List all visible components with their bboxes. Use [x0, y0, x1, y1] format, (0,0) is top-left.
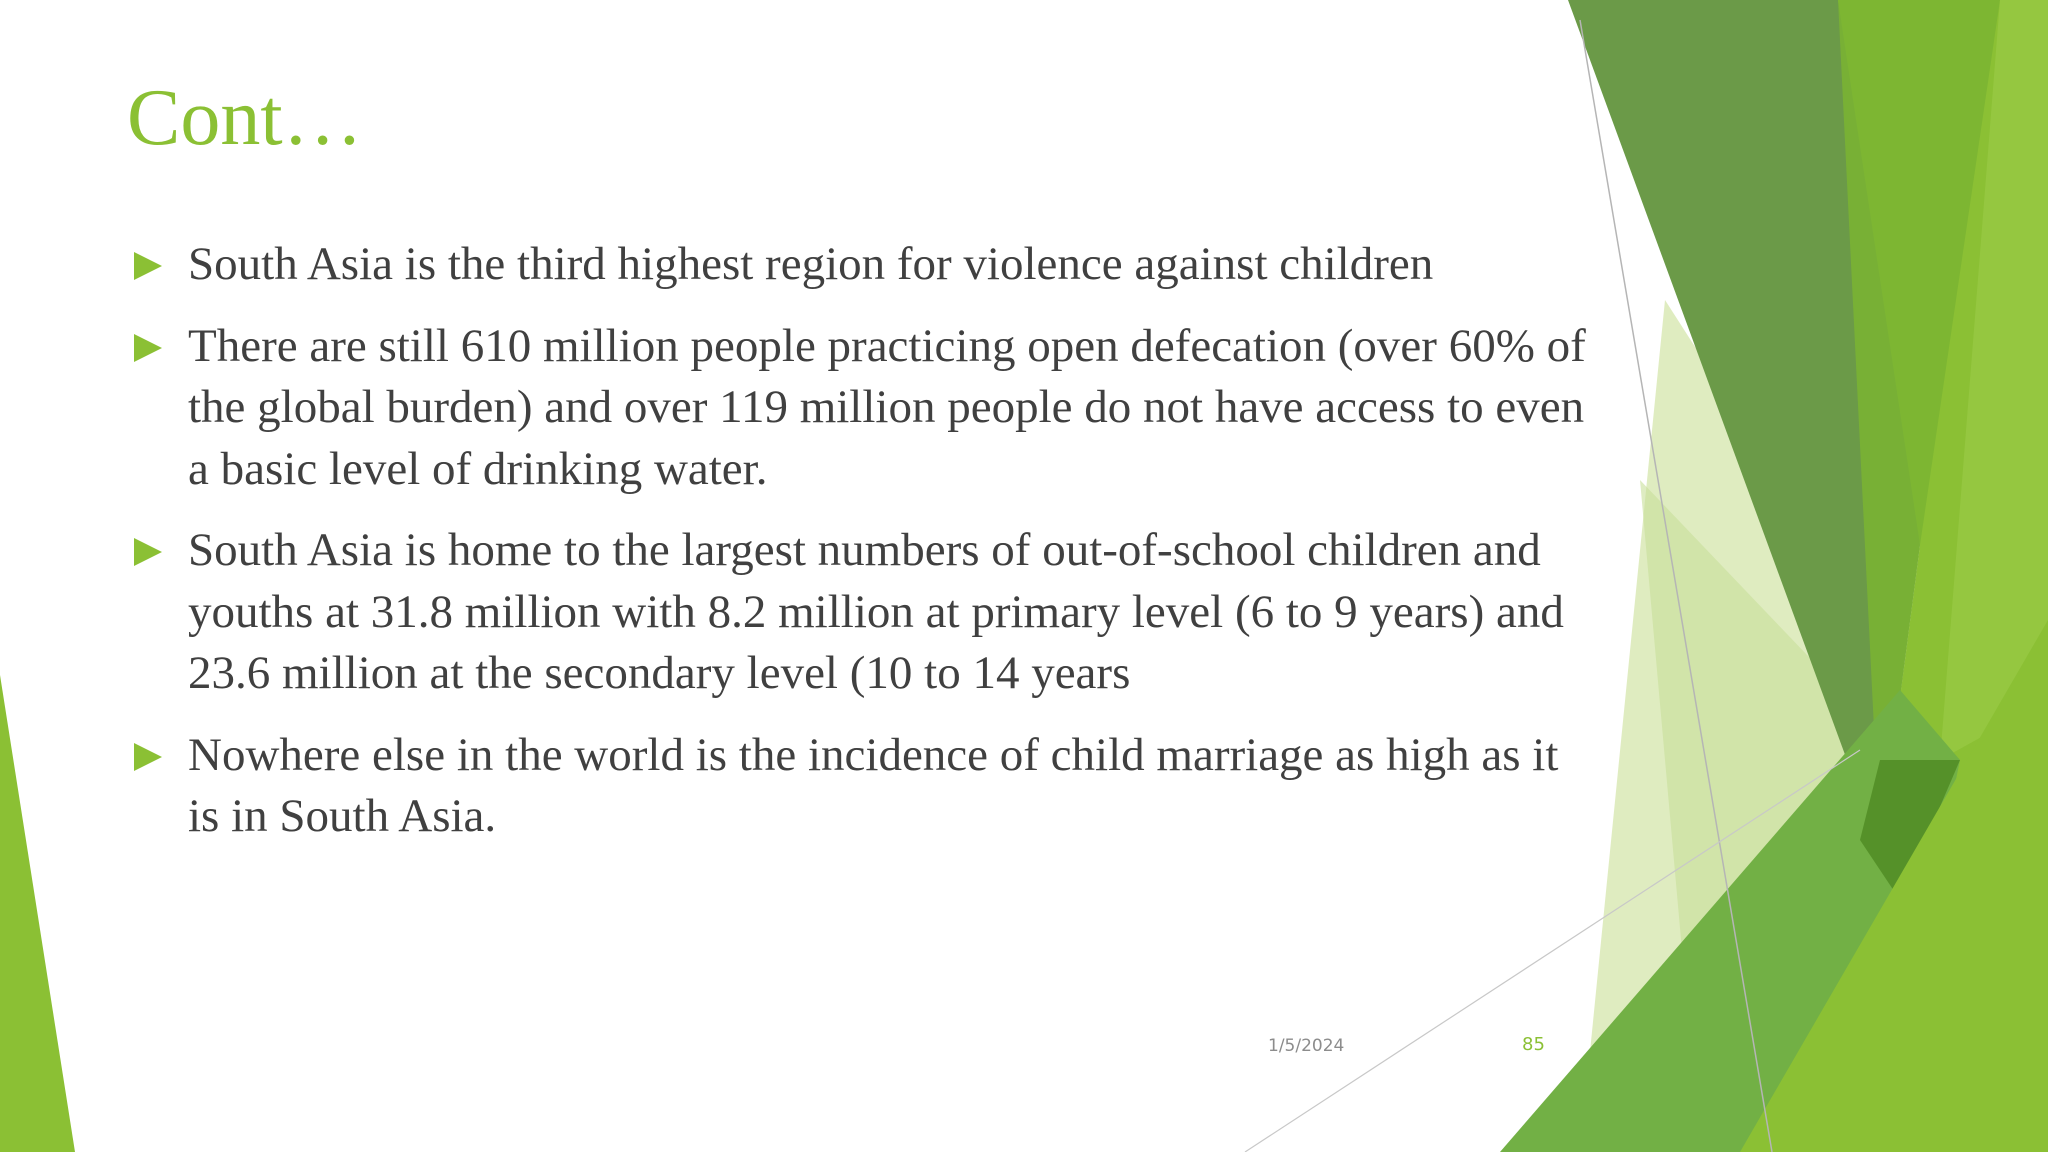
bullet-text: South Asia is home to the largest numbers of out-of-school children and youths at 31.8 million with 8.2 million at primary level (6 to 9 years) and 23.6 million at the secondary level (10 to 14 years: [188, 524, 1564, 699]
left-green-sliver: [0, 675, 75, 1152]
triangle-bullet-icon: [134, 538, 162, 566]
bullet-item: [132, 520, 1592, 705]
bullet-item: [132, 725, 1592, 848]
bullet-text: South Asia is the third highest region for violence against children: [188, 238, 1434, 290]
page-number: 85: [1522, 1034, 1545, 1055]
triangle-bullet-icon: [134, 252, 162, 280]
bullet-item: [132, 234, 1592, 296]
bullet-text: Nowhere else in the world is the incidence of child marriage as high as it is in South Asia.: [188, 728, 1559, 842]
footer-date: 1/5/2024: [1268, 1036, 1345, 1056]
bullet-item: [132, 316, 1592, 501]
slide-title: Cont…: [127, 74, 363, 162]
triangle-bullet-icon: [134, 743, 162, 771]
bullet-text: There are still 610 million people practicing open defecation (over 60% of the global burden) and over 119 million people do not have access to even a basic level of drinking water.: [188, 319, 1586, 495]
triangle-bullet-icon: [134, 334, 162, 362]
bullet-list: [132, 234, 1592, 868]
